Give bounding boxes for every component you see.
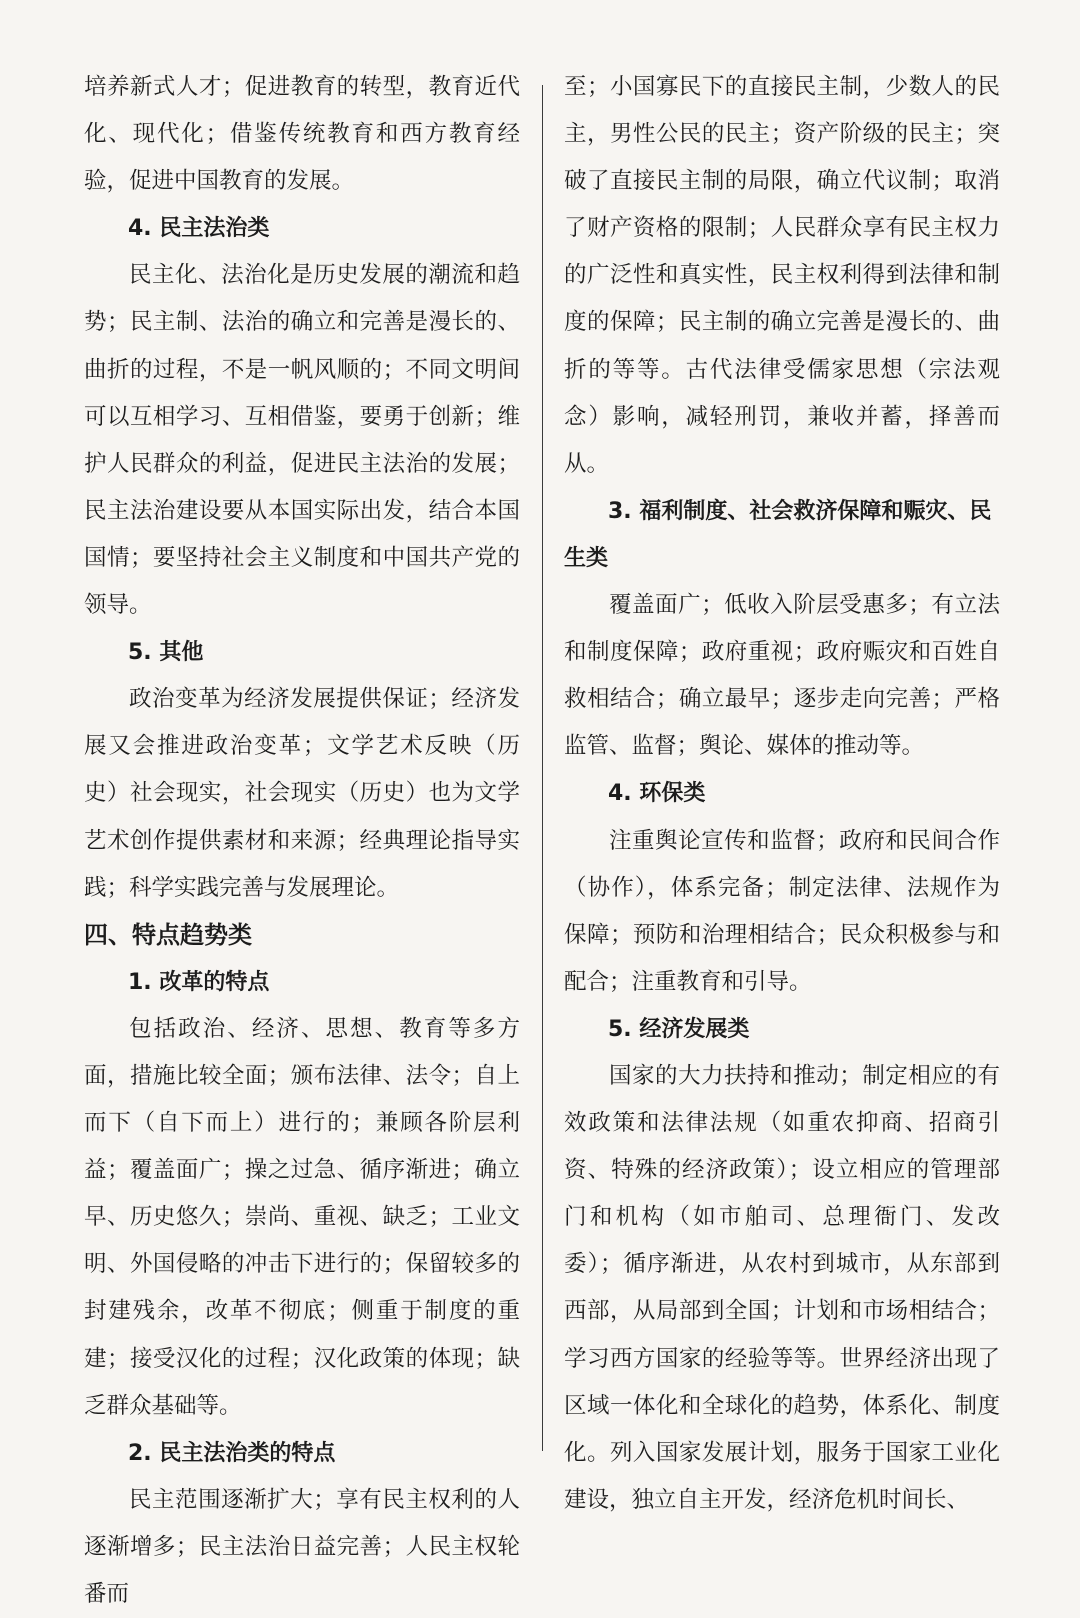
paragraph-reform-characteristics: 包括政治、经济、思想、教育等多方面，措施比较全面；颁布法律、法令；自上而下（自下而上）进行的；兼顾各阶层利益；覆盖面广；操之过急、循序渐进；确立早、历史悠久；崇尚、重视、缺乏；工业文明、外国侵略的冲击下进行的；保留较多的封建残余，改革不彻底；侧重于制度的重建；接受汉化的过程；汉化政策的体现；缺乏群众基础等。 — [84, 1015, 520, 1419]
heading-reform-characteristics: 1. 改革的特点 — [128, 969, 270, 995]
paragraph-environmental: 注重舆论宣传和监督；政府和民间合作（协作），体系完备；制定法律、法规作为保障；预防和治理相结合；民众积极参与和配合；注重教育和引导。 — [564, 827, 1000, 995]
heading-environmental: 4. 环保类 — [608, 781, 706, 807]
column-divider — [542, 85, 543, 1451]
paragraph-education-continued: 培养新式人才；促进教育的转型，教育近代化、现代化；借鉴传统教育和西方教育经验，促进中国教育的发展。 — [84, 74, 520, 195]
heading-others: 5. 其他 — [128, 640, 204, 666]
heading-democracy-rule-of-law: 4. 民主法治类 — [128, 216, 270, 242]
paragraph-democracy-characteristics: 民主范围逐渐扩大；享有民主权利的人逐渐增多；民主法治日益完善；人民主权轮番而 — [84, 1486, 520, 1607]
section-heading-characteristics-trends: 四、特点趋势类 — [84, 920, 252, 949]
heading-economic-development: 5. 经济发展类 — [608, 1016, 750, 1042]
paragraph-welfare-relief: 覆盖面广；低收入阶层受惠多；有立法和制度保障；政府重视；政府赈灾和百姓自救相结合；确立最早；逐步走向完善；严格监管、监督；舆论、媒体的推动等。 — [564, 592, 1000, 760]
heading-democracy-characteristics: 2. 民主法治类的特点 — [128, 1440, 336, 1466]
right-column — [564, 64, 1000, 1524]
paragraph-economic-development: 国家的大力扶持和推动；制定相应的有效政策和法律法规（如重农抑商、招商引资、特殊的经济政策）；设立相应的管理部门和机构（如市舶司、总理衙门、发改委）；循序渐进，从农村到城市，从东部到西部，从局部到全国；计划和市场相结合；学习西方国家的经验等等。世界经济出现了区域一体化和全球化的趋势，体系化、制度化。列入国家发展计划，服务于国家工业化建设，独立自主开发，经济危机时间长、 — [564, 1062, 1000, 1513]
paragraph-democracy-rule-of-law: 民主化、法治化是历史发展的潮流和趋势；民主制、法治的确立和完善是漫长的、曲折的过程，不是一帆风顺的；不同文明间可以互相学习、互相借鉴，要勇于创新；维护人民群众的利益，促进民主法治的发展；民主法治建设要从本国实际出发，结合本国国情；要坚持社会主义制度和中国共产党的领导。 — [84, 262, 520, 619]
paragraph-others: 政治变革为经济发展提供保证；经济发展又会推进政治变革；文学艺术反映（历史）社会现实，社会现实（历史）也为文学艺术创作提供素材和来源；经典理论指导实践；科学实践完善与发展理论。 — [84, 686, 520, 901]
left-column — [84, 64, 520, 1618]
heading-welfare-relief: 3. 福利制度、社会救济保障和赈灾、民生类 — [564, 498, 992, 571]
paragraph-democracy-continued: 至；小国寡民下的直接民主制，少数人的民主，男性公民的民主；资产阶级的民主；突破了直接民主制的局限，确立代议制；取消了财产资格的限制；人民群众享有民主权力的广泛性和真实性，民主权利得到法律和制度的保障；民主制的确立完善是漫长的、曲折的等等。古代法律受儒家思想（宗法观念）影响，减轻刑罚，兼收并蓄，择善而从。 — [564, 74, 1000, 477]
